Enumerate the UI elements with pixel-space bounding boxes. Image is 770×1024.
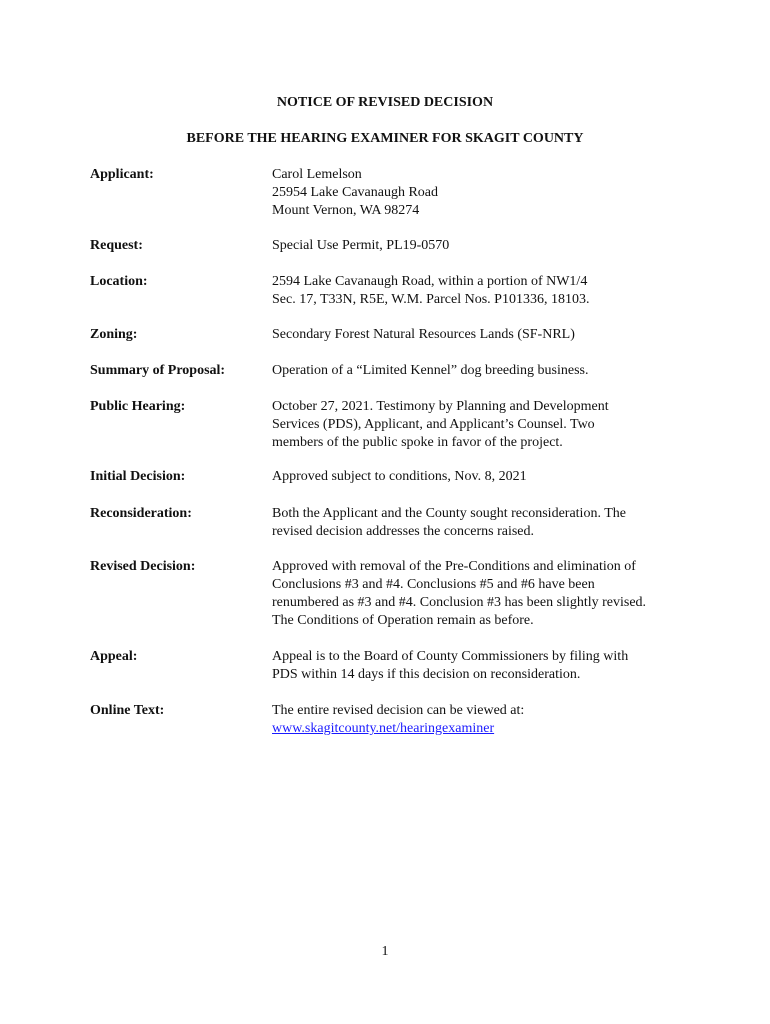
value-line: Sec. 17, T33N, R5E, W.M. Parcel Nos. P101336, 18103. xyxy=(272,292,590,307)
field-value xyxy=(272,362,702,380)
field-value xyxy=(272,702,702,738)
field-value xyxy=(272,468,702,486)
value-line: The entire revised decision can be viewed at: xyxy=(272,703,525,718)
field-label: Request: xyxy=(90,238,143,253)
field-label: Applicant: xyxy=(90,167,154,182)
value-line: Approved subject to conditions, Nov. 8, 2021 xyxy=(272,469,527,484)
document-subtitle: BEFORE THE HEARING EXAMINER FOR SKAGIT COUNTY xyxy=(186,131,584,146)
field-value xyxy=(272,237,702,255)
value-line: members of the public spoke in favor of the project. xyxy=(272,435,563,450)
field-label: Location: xyxy=(90,274,148,289)
value-line: Approved with removal of the Pre-Conditions and elimination of xyxy=(272,559,636,574)
field-label: Appeal: xyxy=(90,649,138,664)
hearing-examiner-link[interactable]: www.skagitcounty.net/hearingexaminer xyxy=(272,721,495,736)
value-line: Mount Vernon, WA 98274 xyxy=(272,203,420,218)
field-label: Online Text: xyxy=(90,703,165,718)
field-value xyxy=(272,648,702,684)
value-line: renumbered as #3 and #4. Conclusion #3 has been slightly revised. xyxy=(272,595,647,610)
value-line: Special Use Permit, PL19-0570 xyxy=(272,238,450,253)
value-line: Secondary Forest Natural Resources Lands (SF-NRL) xyxy=(272,327,575,342)
value-line: Operation of a “Limited Kennel” dog breeding business. xyxy=(272,363,589,378)
value-line: PDS within 14 days if this decision on reconsideration. xyxy=(272,667,581,682)
value-line: 25954 Lake Cavanaugh Road xyxy=(272,185,439,200)
document-title: NOTICE OF REVISED DECISION xyxy=(276,95,494,110)
field-label: Zoning: xyxy=(90,327,138,342)
field-value xyxy=(272,558,702,630)
field-label: Public Hearing: xyxy=(90,399,186,414)
value-line: The Conditions of Operation remain as before. xyxy=(272,613,534,628)
value-line: revised decision addresses the concerns raised. xyxy=(272,524,535,539)
value-line: Appeal is to the Board of County Commissioners by filing with xyxy=(272,649,629,664)
field-value xyxy=(272,505,702,541)
value-line: Conclusions #3 and #4. Conclusions #5 and #6 have been xyxy=(272,577,595,592)
value-line: Services (PDS), Applicant, and Applicant’s Counsel. Two xyxy=(272,417,595,432)
page-number: 1 xyxy=(381,944,389,959)
field-label: Reconsideration: xyxy=(90,506,192,521)
field-value xyxy=(272,398,702,452)
field-value xyxy=(272,273,702,309)
field-label: Summary of Proposal: xyxy=(90,363,226,378)
value-line: Both the Applicant and the County sought reconsideration. The xyxy=(272,506,626,521)
value-line: Carol Lemelson xyxy=(272,167,362,182)
field-label: Revised Decision: xyxy=(90,559,196,574)
field-value xyxy=(272,166,702,220)
field-label: Initial Decision: xyxy=(90,469,186,484)
field-value xyxy=(272,326,702,344)
value-line: October 27, 2021. Testimony by Planning and Development xyxy=(272,399,609,414)
value-line: 2594 Lake Cavanaugh Road, within a portion of NW1/4 xyxy=(272,274,588,289)
